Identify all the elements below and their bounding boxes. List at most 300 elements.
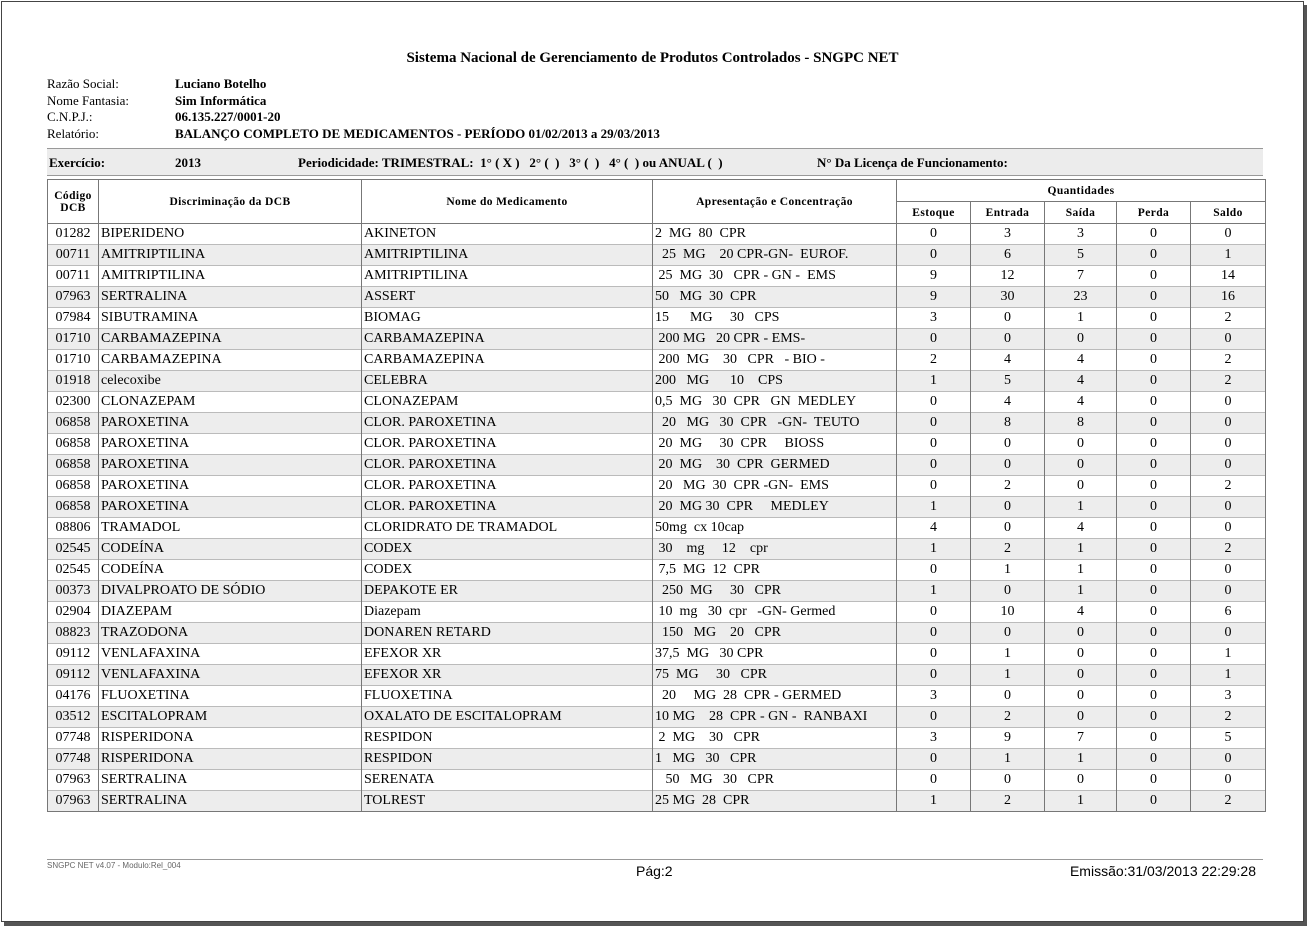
cell-saldo: 0 [1191,770,1266,791]
cell-perda: 0 [1117,476,1191,497]
cell-saldo: 6 [1191,602,1266,623]
cell-entrada: 0 [971,581,1045,602]
cell-saldo: 2 [1191,476,1266,497]
cell-estoque: 0 [897,224,971,245]
cell-nome: AMITRIPTILINA [362,266,653,287]
cell-perda: 0 [1117,728,1191,749]
table-row [48,791,1266,812]
cell-perda: 0 [1117,413,1191,434]
cell-entrada: 0 [971,329,1045,350]
cell-entrada: 0 [971,770,1045,791]
cell-dcb: PAROXETINA [99,476,362,497]
cell-codigo: 06858 [48,413,99,434]
info-value: 06.135.227/0001-20 [175,109,281,124]
cell-entrada: 0 [971,686,1045,707]
cell-estoque: 0 [897,770,971,791]
cell-entrada: 4 [971,392,1045,413]
cell-codigo: 01710 [48,329,99,350]
table-row [48,665,1266,686]
cell-dcb: RISPERIDONA [99,728,362,749]
cell-saida: 1 [1045,560,1117,581]
cell-dcb: PAROXETINA [99,455,362,476]
cell-saldo: 2 [1191,539,1266,560]
cell-saida: 4 [1045,371,1117,392]
cell-estoque: 0 [897,749,971,770]
cell-saida: 0 [1045,455,1117,476]
info-value: BALANÇO COMPLETO DE MEDICAMENTOS - PERÍODO 01/02/2013 a 29/03/2013 [175,126,660,141]
cell-codigo: 01918 [48,371,99,392]
cell-perda: 0 [1117,623,1191,644]
cell-perda: 0 [1117,497,1191,518]
cell-estoque: 0 [897,455,971,476]
cell-saida: 0 [1045,707,1117,728]
cell-saldo: 14 [1191,266,1266,287]
cell-perda: 0 [1117,224,1191,245]
cell-perda: 0 [1117,560,1191,581]
cell-apresentacao: 20 MG 30 CPR MEDLEY [653,497,897,518]
cell-entrada: 10 [971,602,1045,623]
cell-saldo: 2 [1191,350,1266,371]
cell-entrada: 0 [971,623,1045,644]
table-row [48,434,1266,455]
cell-entrada: 5 [971,371,1045,392]
cell-entrada: 2 [971,791,1045,812]
cell-codigo: 07963 [48,770,99,791]
cell-apresentacao: 7,5 MG 12 CPR [653,560,897,581]
table-row [48,308,1266,329]
cell-nome: RESPIDON [362,749,653,770]
cell-perda: 0 [1117,392,1191,413]
cell-saida: 1 [1045,497,1117,518]
table-row [48,560,1266,581]
cell-apresentacao: 15 MG 30 CPS [653,308,897,329]
table-row [48,371,1266,392]
cell-estoque: 0 [897,476,971,497]
cell-saldo: 1 [1191,245,1266,266]
cell-perda: 0 [1117,581,1191,602]
cell-entrada: 1 [971,749,1045,770]
cell-apresentacao: 2 MG 80 CPR [653,224,897,245]
cell-saldo: 0 [1191,749,1266,770]
cell-perda: 0 [1117,350,1191,371]
cell-nome: CLORIDRATO DE TRAMADOL [362,518,653,539]
info-label: Relatório: [47,126,99,141]
cell-saldo: 2 [1191,308,1266,329]
cell-dcb: CARBAMAZEPINA [99,350,362,371]
cell-apresentacao: 30 mg 12 cpr [653,539,897,560]
cell-codigo: 07748 [48,749,99,770]
info-razao-social [47,76,266,92]
cell-saldo: 0 [1191,434,1266,455]
table-row [48,245,1266,266]
cell-nome: CLOR. PAROXETINA [362,476,653,497]
table-row [48,392,1266,413]
cell-dcb: CARBAMAZEPINA [99,329,362,350]
cell-saida: 4 [1045,350,1117,371]
cell-estoque: 1 [897,371,971,392]
header-saldo: Saldo [1191,202,1266,224]
cell-dcb: BIPERIDENO [99,224,362,245]
cell-codigo: 02300 [48,392,99,413]
cell-nome: EFEXOR XR [362,665,653,686]
cell-codigo: 00711 [48,266,99,287]
cell-estoque: 0 [897,560,971,581]
cell-saida: 0 [1045,686,1117,707]
cell-perda: 0 [1117,287,1191,308]
info-label: Razão Social: [47,76,119,91]
cell-saldo: 0 [1191,413,1266,434]
cell-apresentacao: 25 MG 28 CPR [653,791,897,812]
cell-saldo: 3 [1191,686,1266,707]
cell-saida: 1 [1045,581,1117,602]
cell-perda: 0 [1117,308,1191,329]
cell-apresentacao: 50 MG 30 CPR [653,287,897,308]
table-row [48,287,1266,308]
cell-saida: 4 [1045,518,1117,539]
cell-nome: CLOR. PAROXETINA [362,497,653,518]
header-nome: Nome do Medicamento [362,180,653,224]
cell-apresentacao: 200 MG 10 CPS [653,371,897,392]
cell-entrada: 1 [971,644,1045,665]
cell-saldo: 2 [1191,791,1266,812]
cell-dcb: SERTRALINA [99,287,362,308]
cell-entrada: 0 [971,308,1045,329]
cell-saida: 5 [1045,245,1117,266]
cell-codigo: 06858 [48,497,99,518]
cell-apresentacao: 25 MG 20 CPR-GN- EUROF. [653,245,897,266]
exercicio-label: Exercício: [49,155,106,170]
cell-estoque: 0 [897,245,971,266]
cell-estoque: 0 [897,392,971,413]
cell-dcb: DIVALPROATO DE SÓDIO [99,581,362,602]
info-relatorio [47,126,660,142]
cell-nome: OXALATO DE ESCITALOPRAM [362,707,653,728]
cell-nome: RESPIDON [362,728,653,749]
cell-perda: 0 [1117,602,1191,623]
cell-saida: 0 [1045,434,1117,455]
cell-codigo: 09112 [48,644,99,665]
cell-dcb: CODEÍNA [99,539,362,560]
cell-saida: 1 [1045,791,1117,812]
cell-estoque: 0 [897,602,971,623]
table-row [48,224,1266,245]
cell-entrada: 9 [971,728,1045,749]
cell-saida: 3 [1045,224,1117,245]
cell-saida: 4 [1045,602,1117,623]
cell-saida: 4 [1045,392,1117,413]
table-row [48,476,1266,497]
cell-saldo: 1 [1191,644,1266,665]
cell-codigo: 06858 [48,476,99,497]
cell-dcb: TRAMADOL [99,518,362,539]
cell-nome: CLONAZEPAM [362,392,653,413]
table-row [48,623,1266,644]
cell-perda: 0 [1117,518,1191,539]
cell-saida: 1 [1045,308,1117,329]
medication-balance-table [47,179,1266,812]
cell-entrada: 2 [971,707,1045,728]
cell-estoque: 4 [897,518,971,539]
cell-estoque: 0 [897,665,971,686]
cell-nome: CLOR. PAROXETINA [362,434,653,455]
cell-dcb: PAROXETINA [99,497,362,518]
cell-entrada: 0 [971,455,1045,476]
cell-estoque: 9 [897,266,971,287]
info-label: C.N.P.J.: [47,109,93,124]
cell-dcb: VENLAFAXINA [99,644,362,665]
cell-entrada: 1 [971,560,1045,581]
licenca-label: N° Da Licença de Funcionamento: [817,155,1008,170]
table-row [48,602,1266,623]
cell-saldo: 2 [1191,371,1266,392]
cell-perda: 0 [1117,749,1191,770]
cell-perda: 0 [1117,644,1191,665]
cell-apresentacao: 1 MG 30 CPR [653,749,897,770]
cell-perda: 0 [1117,770,1191,791]
cell-saida: 1 [1045,539,1117,560]
cell-nome: CODEX [362,560,653,581]
cell-estoque: 0 [897,434,971,455]
cell-estoque: 2 [897,350,971,371]
cell-dcb: ESCITALOPRAM [99,707,362,728]
cell-dcb: FLUOXETINA [99,686,362,707]
cell-apresentacao: 10 MG 28 CPR - GN - RANBAXI [653,707,897,728]
cell-nome: CELEBRA [362,371,653,392]
cell-apresentacao: 20 MG 30 CPR -GN- EMS [653,476,897,497]
cell-codigo: 03512 [48,707,99,728]
table-row [48,413,1266,434]
cell-saldo: 0 [1191,224,1266,245]
table-row [48,539,1266,560]
cell-saldo: 0 [1191,455,1266,476]
cell-estoque: 1 [897,539,971,560]
cell-codigo: 04176 [48,686,99,707]
cell-entrada: 2 [971,476,1045,497]
cell-codigo: 07963 [48,791,99,812]
cell-nome: EFEXOR XR [362,644,653,665]
cell-dcb: AMITRIPTILINA [99,266,362,287]
cell-apresentacao: 37,5 MG 30 CPR [653,644,897,665]
header-estoque: Estoque [897,202,971,224]
header-apresentacao: Apresentação e Concentração [653,180,897,224]
cell-entrada: 0 [971,434,1045,455]
cell-saida: 1 [1045,749,1117,770]
header-dcb: Discriminação da DCB [99,180,362,224]
cell-saida: 7 [1045,266,1117,287]
cell-codigo: 01710 [48,350,99,371]
footer-emission: Emissão:31/03/2013 22:29:28 [1069,863,1256,879]
cell-entrada: 6 [971,245,1045,266]
footer-module: SNGPC NET v4.07 - Modulo:Rel_004 [47,861,181,870]
cell-entrada: 3 [971,224,1045,245]
cell-dcb: CLONAZEPAM [99,392,362,413]
cell-estoque: 1 [897,497,971,518]
header-saida: Saída [1045,202,1117,224]
header-perda: Perda [1117,202,1191,224]
table-body [48,224,1266,812]
cell-nome: FLUOXETINA [362,686,653,707]
cell-estoque: 0 [897,623,971,644]
cell-nome: DEPAKOTE ER [362,581,653,602]
cell-nome: AKINETON [362,224,653,245]
cell-estoque: 0 [897,329,971,350]
cell-nome: CLOR. PAROXETINA [362,413,653,434]
periodicidade: Periodicidade: TRIMESTRAL: 1° ( X ) 2° ( ) 3° ( ) 4° ( ) ou ANUAL ( ) [298,155,723,170]
table-row [48,644,1266,665]
cell-perda: 0 [1117,686,1191,707]
cell-saida: 0 [1045,770,1117,791]
cell-entrada: 12 [971,266,1045,287]
cell-estoque: 0 [897,413,971,434]
cell-saldo: 5 [1191,728,1266,749]
cell-estoque: 1 [897,581,971,602]
cell-apresentacao: 25 MG 30 CPR - GN - EMS [653,266,897,287]
cell-dcb: CODEÍNA [99,560,362,581]
cell-estoque: 3 [897,686,971,707]
cell-dcb: SERTRALINA [99,770,362,791]
cell-codigo: 07963 [48,287,99,308]
cell-nome: CLOR. PAROXETINA [362,455,653,476]
table-row [48,497,1266,518]
cell-saida: 0 [1045,644,1117,665]
cell-codigo: 07748 [48,728,99,749]
cell-nome: AMITRIPTILINA [362,245,653,266]
table-row [48,581,1266,602]
exercicio-value: 2013 [175,155,201,170]
table-row [48,518,1266,539]
cell-codigo: 09112 [48,665,99,686]
cell-apresentacao: 0,5 MG 30 CPR GN MEDLEY [653,392,897,413]
cell-apresentacao: 2 MG 30 CPR [653,728,897,749]
cell-saldo: 0 [1191,392,1266,413]
header-entrada: Entrada [971,202,1045,224]
cell-nome: CODEX [362,539,653,560]
cell-saldo: 2 [1191,707,1266,728]
cell-codigo: 02545 [48,539,99,560]
cell-dcb: celecoxibe [99,371,362,392]
table-row [48,728,1266,749]
cell-dcb: PAROXETINA [99,434,362,455]
table-row [48,329,1266,350]
cell-apresentacao: 200 MG 20 CPR - EMS- [653,329,897,350]
cell-nome: BIOMAG [362,308,653,329]
footer-page-number: Pág:2 [636,863,673,879]
cell-saldo: 0 [1191,560,1266,581]
cell-codigo: 08823 [48,623,99,644]
cell-apresentacao: 20 MG 30 CPR BIOSS [653,434,897,455]
cell-estoque: 9 [897,287,971,308]
cell-dcb: VENLAFAXINA [99,665,362,686]
cell-saida: 0 [1045,623,1117,644]
table-row [48,707,1266,728]
cell-perda: 0 [1117,434,1191,455]
cell-nome: TOLREST [362,791,653,812]
cell-codigo: 01282 [48,224,99,245]
cell-perda: 0 [1117,329,1191,350]
info-cnpj [47,109,280,125]
cell-entrada: 0 [971,497,1045,518]
cell-entrada: 1 [971,665,1045,686]
cell-apresentacao: 150 MG 20 CPR [653,623,897,644]
cell-perda: 0 [1117,245,1191,266]
cell-estoque: 3 [897,308,971,329]
cell-apresentacao: 50mg cx 10cap [653,518,897,539]
cell-dcb: SERTRALINA [99,791,362,812]
cell-codigo: 06858 [48,455,99,476]
cell-perda: 0 [1117,791,1191,812]
report-title: Sistema Nacional de Gerenciamento de Produtos Controlados - SNGPC NET [406,50,899,66]
cell-dcb: PAROXETINA [99,413,362,434]
cell-estoque: 0 [897,644,971,665]
cell-codigo: 02904 [48,602,99,623]
exercicio-bar [47,148,1263,176]
cell-perda: 0 [1117,455,1191,476]
cell-saida: 0 [1045,665,1117,686]
cell-apresentacao: 20 MG 30 CPR -GN- TEUTO [653,413,897,434]
cell-perda: 0 [1117,539,1191,560]
cell-entrada: 2 [971,539,1045,560]
cell-saldo: 16 [1191,287,1266,308]
info-value: Sim Informática [175,93,267,108]
cell-apresentacao: 50 MG 30 CPR [653,770,897,791]
table-row [48,749,1266,770]
info-value: Luciano Botelho [175,76,267,91]
cell-saida: 23 [1045,287,1117,308]
header-quantidades: Quantidades [897,180,1266,202]
cell-nome: CARBAMAZEPINA [362,350,653,371]
cell-apresentacao: 250 MG 30 CPR [653,581,897,602]
report-page [1,1,1304,922]
cell-nome: Diazepam [362,602,653,623]
table-row [48,770,1266,791]
cell-dcb: SIBUTRAMINA [99,308,362,329]
cell-apresentacao: 20 MG 30 CPR GERMED [653,455,897,476]
cell-saida: 0 [1045,476,1117,497]
info-nome-fantasia [47,93,266,109]
cell-entrada: 8 [971,413,1045,434]
cell-nome: ASSERT [362,287,653,308]
cell-saldo: 0 [1191,329,1266,350]
cell-apresentacao: 75 MG 30 CPR [653,665,897,686]
cell-apresentacao: 10 mg 30 cpr -GN- Germed [653,602,897,623]
cell-codigo: 02545 [48,560,99,581]
cell-nome: CARBAMAZEPINA [362,329,653,350]
cell-apresentacao: 20 MG 28 CPR - GERMED [653,686,897,707]
cell-estoque: 3 [897,728,971,749]
cell-saldo: 0 [1191,497,1266,518]
cell-nome: DONAREN RETARD [362,623,653,644]
cell-saldo: 0 [1191,623,1266,644]
cell-saldo: 0 [1191,581,1266,602]
cell-perda: 0 [1117,707,1191,728]
cell-estoque: 0 [897,707,971,728]
header-codigo: Código DCB [48,180,99,224]
table-row [48,350,1266,371]
cell-apresentacao: 200 MG 30 CPR - BIO - [653,350,897,371]
cell-saldo: 1 [1191,665,1266,686]
cell-perda: 0 [1117,371,1191,392]
cell-perda: 0 [1117,266,1191,287]
cell-saida: 7 [1045,728,1117,749]
cell-estoque: 1 [897,791,971,812]
info-label: Nome Fantasia: [47,93,129,108]
cell-saida: 8 [1045,413,1117,434]
cell-codigo: 00711 [48,245,99,266]
table-row [48,455,1266,476]
cell-dcb: RISPERIDONA [99,749,362,770]
cell-saldo: 0 [1191,518,1266,539]
cell-codigo: 00373 [48,581,99,602]
